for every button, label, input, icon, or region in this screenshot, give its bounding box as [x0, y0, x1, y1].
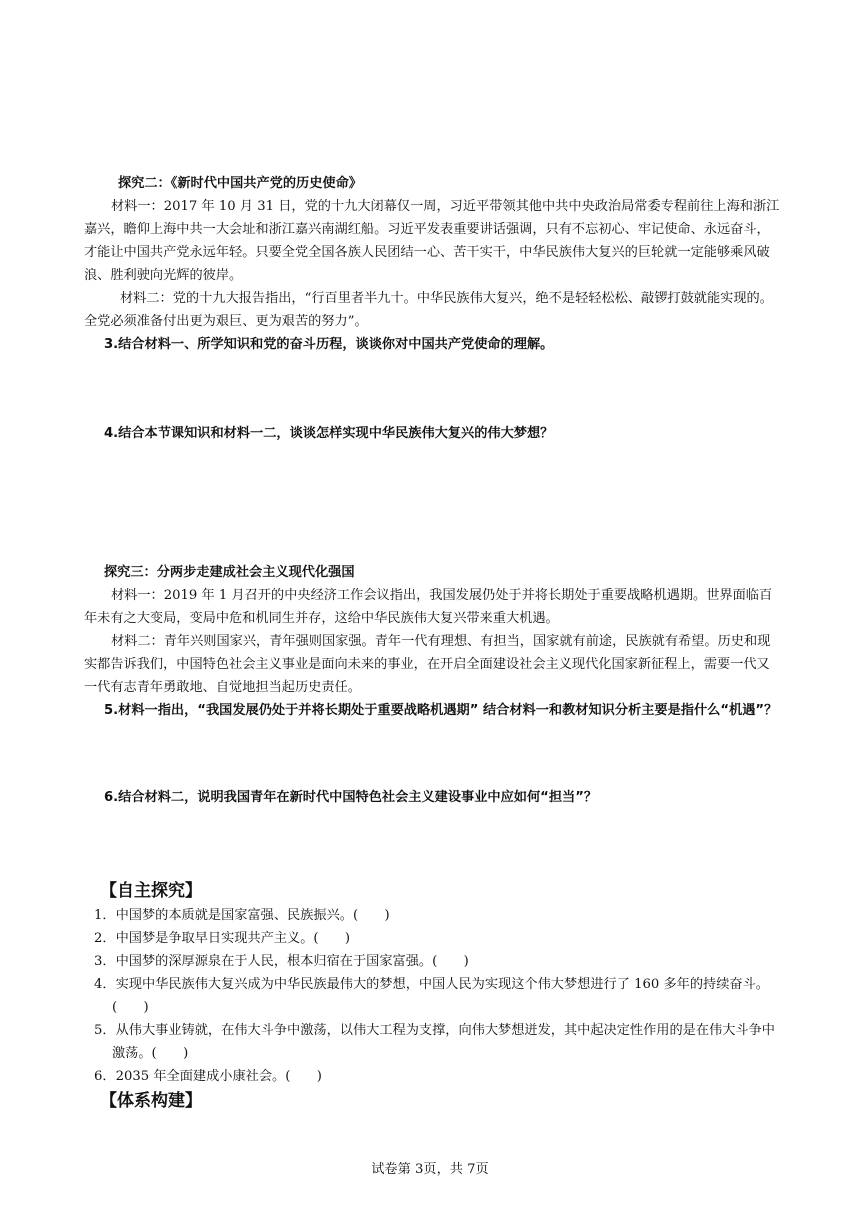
- self-study-item: 1．中国梦的本质就是国家富强、民族振兴。( ): [94, 908, 390, 923]
- question-6-block: [84, 786, 780, 809]
- explore3-title: 探究三：分两步走建成社会主义现代化强国: [104, 565, 355, 580]
- self-study-section: [84, 878, 780, 1114]
- explore3-material2: 材料二：青年兴则国家兴，青年强则国家强。青年一代有理想、有担当，国家就有前途，民族就有希望。历史和现实都告诉我们，中国特色社会主义事业是面向未来的事业，在开启全面建设社会主义现代化国家新征程上，需要一代又一代有志青年勇敢地、自觉地担当起历史责任。: [84, 634, 771, 695]
- self-study-item: 2．中国梦是争取早日实现共产主义。( ): [94, 931, 351, 946]
- self-study-item: 4．实现中华民族伟大复兴成为中华民族最伟大的梦想，中国人民为实现这个伟大梦想进行了 160 多年的持续奋斗。( ): [94, 977, 769, 1015]
- explore2-material1: 材料一：2017 年 10 月 31 日，党的十九大闭幕仅一周，习近平带领其他中共中央政治局常委专程前往上海和浙江嘉兴，瞻仰上海中共一大会址和浙江嘉兴南湖红船。习近平发表重要讲话强调，只有不忘初心、牢记使命、永远奋斗，才能让中国共产党永远年轻。只要全党全国各族人民团结一心、苦干实干，中华民族伟大复兴的巨轮就一定能够乘风破浪、胜利驶向光辉的彼岸。: [84, 199, 780, 283]
- question-6: 6.结合材料二，说明我国青年在新时代中国特色社会主义建设事业中应如何“担当”？: [104, 790, 598, 805]
- self-study-item: 3．中国梦的深厚源泉在于人民，根本归宿在于国家富强。( ): [94, 954, 469, 969]
- explore3-material1: 材料一：2019 年 1 月召开的中央经济工作会议指出，我国发展仍处于并将长期处于重要战略机遇期。世界面临百年未有之大变局，变局中危和机同生并存，这给中华民族伟大复兴带来重大机遇。: [84, 588, 773, 626]
- question-5: 5.材料一指出，“我国发展仍处于并将长期处于重要战略机遇期” 结合材料一和教材知识分析主要是指什么“机遇”？: [104, 703, 778, 718]
- self-study-title: 【自主探究】: [100, 881, 202, 901]
- question-3: 3.结合材料一、所学知识和党的奋斗历程，谈谈你对中国共产党使命的理解。: [104, 337, 554, 352]
- self-study-item: 5．从伟大事业铸就，在伟大斗争中激荡，以伟大工程为支撑，向伟大梦想迸发，其中起决定性作用的是在伟大斗争中激荡。( ): [94, 1023, 775, 1061]
- explore2-material2: 材料二：党的十九大报告指出，“行百里者半九十。中华民族伟大复兴，绝不是轻轻松松、敲锣打鼓就能实现的。全党必须准备付出更为艰巨、更为艰苦的努力”。: [84, 291, 773, 329]
- question-4-block: [84, 422, 780, 445]
- system-build-title: 【体系构建】: [100, 1091, 202, 1111]
- explore3-section: [84, 561, 780, 722]
- page-footer: 试卷第 3页，共 7页: [371, 1162, 489, 1177]
- explore2-title: 探究二：《新时代中国共产党的历史使命》: [118, 176, 362, 191]
- self-study-item: 6．2035 年全面建成小康社会。( ): [94, 1069, 322, 1084]
- explore2-section: [84, 172, 780, 356]
- question-4: 4.结合本节课知识和材料一二，谈谈怎样实现中华民族伟大复兴的伟大梦想？: [104, 426, 554, 441]
